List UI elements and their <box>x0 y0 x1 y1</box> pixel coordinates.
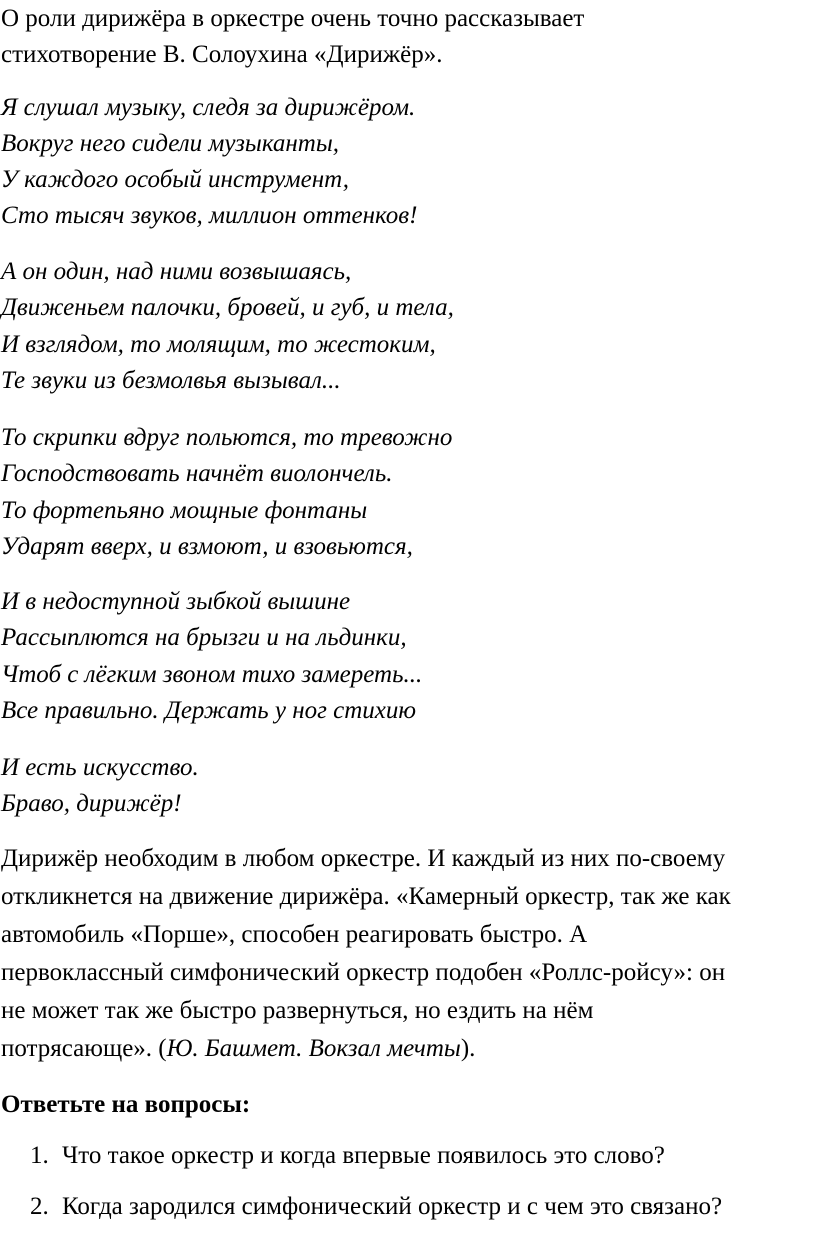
poem-line: И в недоступной зыбкой вышине <box>1 588 351 615</box>
poem-line: И взглядом, то молящим, то жестоким, <box>1 331 436 358</box>
paragraph-line: Дирижёр необходим в любом оркестре. И каждый из них по-своему <box>1 845 726 872</box>
intro-line: стихотворение В. Солоухина «Дирижёр». <box>1 41 443 68</box>
list-item <box>30 1189 722 1225</box>
paragraph-line: откликнется на движение дирижёра. «Камерный оркестр, так же как <box>1 883 731 910</box>
paragraph-line: первоклассный симфонический оркестр подобен «Роллс-ройсу»: он <box>1 959 726 986</box>
poem-line: Рассыплются на брызги и на льдинки, <box>1 624 407 651</box>
list-number: 2. <box>30 1193 49 1220</box>
poem-line: Браво, дирижёр! <box>1 790 182 817</box>
poem-line: Ударят вверх, и взмоют, и взовьются, <box>1 533 413 560</box>
paragraph-line <box>1 1031 475 1067</box>
poem-line: То фортепьяно мощные фонтаны <box>1 497 368 524</box>
questions-heading: Ответьте на вопросы: <box>1 1091 251 1118</box>
intro-line: О роли дирижёра в оркестре очень точно рассказывает <box>1 5 585 32</box>
poem-line: У каждого особый инструмент, <box>1 166 350 193</box>
list-item <box>30 1138 665 1174</box>
poem-line: Я слушал музыку, следя за дирижёром. <box>1 94 416 121</box>
poem-line: Все правильно. Держать у ног стихию <box>1 697 417 724</box>
citation: Ю. Башмет. Вокзал мечты <box>166 1035 461 1062</box>
paragraph-line: автомобиль «Порше», способен реагировать быстро. А <box>1 921 588 948</box>
paragraph-text: ). <box>460 1035 476 1062</box>
list-item-text: Что такое оркестр и когда впервые появилось это слово? <box>62 1142 665 1169</box>
poem-line: И есть искусство. <box>1 754 199 781</box>
poem-line: Те звуки из безмолвья вызывал... <box>1 367 341 394</box>
poem-line: Движеньем палочки, бровей, и губ, и тела, <box>1 294 454 321</box>
poem-line: Сто тысяч звуков, миллион оттенков! <box>1 202 418 229</box>
list-item-text: Когда зародился симфонический оркестр и с чем это связано? <box>62 1193 723 1220</box>
paragraph-text: потрясающе». ( <box>1 1035 167 1062</box>
poem-line: А он один, над ними возвышаясь, <box>1 258 352 285</box>
poem-line: То скрипки вдруг польются, то тревожно <box>1 424 453 451</box>
paragraph-line: не может так же быстро развернуться, но ездить на нём <box>1 997 594 1024</box>
poem-line: Чтоб с лёгким звоном тихо замереть... <box>1 661 423 688</box>
poem-line: Господствовать начнёт виолончель. <box>1 460 393 487</box>
list-number: 1. <box>30 1142 49 1169</box>
poem-line: Вокруг него сидели музыканты, <box>1 130 340 157</box>
